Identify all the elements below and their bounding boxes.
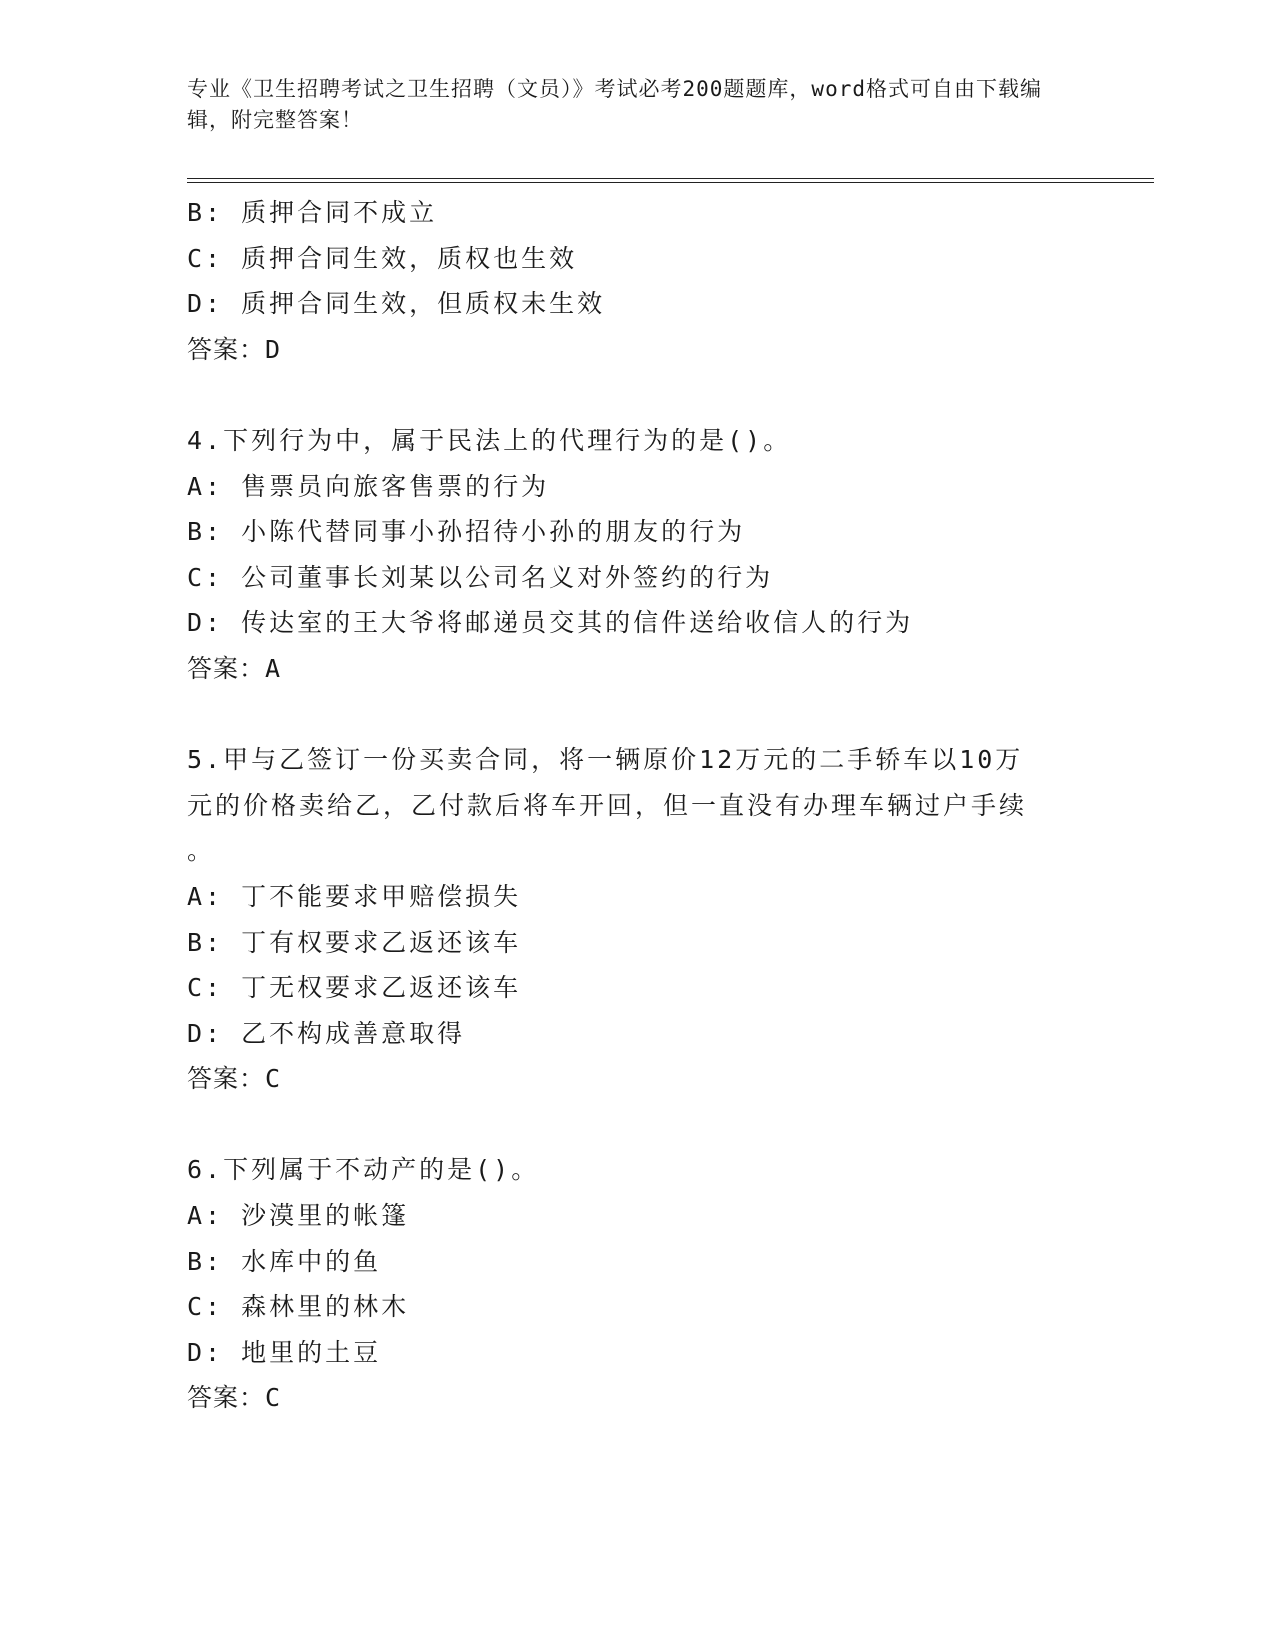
question-3-continued bbox=[187, 190, 1087, 372]
option-d: D: 乙不构成善意取得 bbox=[187, 1018, 466, 1048]
answer: 答案：D bbox=[187, 334, 282, 364]
question-6 bbox=[187, 1147, 1087, 1421]
option-c: C: 质押合同生效，质权也生效 bbox=[187, 243, 578, 273]
option-b: B: 小陈代替同事小孙招待小孙的朋友的行为 bbox=[187, 517, 746, 547]
option-b: B: 丁有权要求乙返还该车 bbox=[187, 927, 522, 957]
question-stem: 4.下列行为中，属于民法上的代理行为的是()。 bbox=[187, 425, 792, 455]
header-text: 专业《卫生招聘考试之卫生招聘（文员）》考试必考200题题库，word格式可自由下载编辑，附完整答案！ bbox=[187, 77, 1042, 132]
option-c: C: 公司董事长刘某以公司名义对外签约的行为 bbox=[187, 562, 774, 592]
option-d: D: 传达室的王大爷将邮递员交其的信件送给收信人的行为 bbox=[187, 608, 914, 638]
header-divider bbox=[187, 178, 1154, 179]
question-stem-line-2: 元的价格卖给乙，乙付款后将车开回，但一直没有办理车辆过户手续 bbox=[187, 790, 1028, 820]
option-b: B: 质押合同不成立 bbox=[187, 198, 438, 227]
option-d: D: 地里的土豆 bbox=[187, 1337, 382, 1367]
header-divider-secondary bbox=[187, 182, 1154, 183]
question-4 bbox=[187, 418, 1087, 692]
option-c: C: 森林里的林木 bbox=[187, 1292, 410, 1322]
answer: 答案：A bbox=[187, 653, 282, 683]
document-body bbox=[187, 190, 1087, 1421]
question-stem-line-3: 。 bbox=[187, 836, 216, 866]
spacer bbox=[187, 692, 1087, 738]
option-a: A: 沙漠里的帐篷 bbox=[187, 1201, 410, 1231]
option-a: A: 丁不能要求甲赔偿损失 bbox=[187, 881, 522, 911]
document-header bbox=[187, 74, 1077, 136]
option-b: B: 水库中的鱼 bbox=[187, 1246, 382, 1276]
question-stem-line-1: 5.甲与乙签订一份买卖合同，将一辆原价12万元的二手轿车以10万 bbox=[187, 745, 1024, 775]
option-a: A: 售票员向旅客售票的行为 bbox=[187, 471, 550, 501]
option-d: D: 质押合同生效，但质权未生效 bbox=[187, 289, 606, 319]
spacer bbox=[187, 1102, 1087, 1148]
answer: 答案：C bbox=[187, 1383, 282, 1413]
answer: 答案：C bbox=[187, 1064, 282, 1094]
question-stem: 6.下列属于不动产的是()。 bbox=[187, 1155, 540, 1185]
question-5 bbox=[187, 737, 1087, 1102]
spacer bbox=[187, 372, 1087, 418]
option-c: C: 丁无权要求乙返还该车 bbox=[187, 973, 522, 1003]
